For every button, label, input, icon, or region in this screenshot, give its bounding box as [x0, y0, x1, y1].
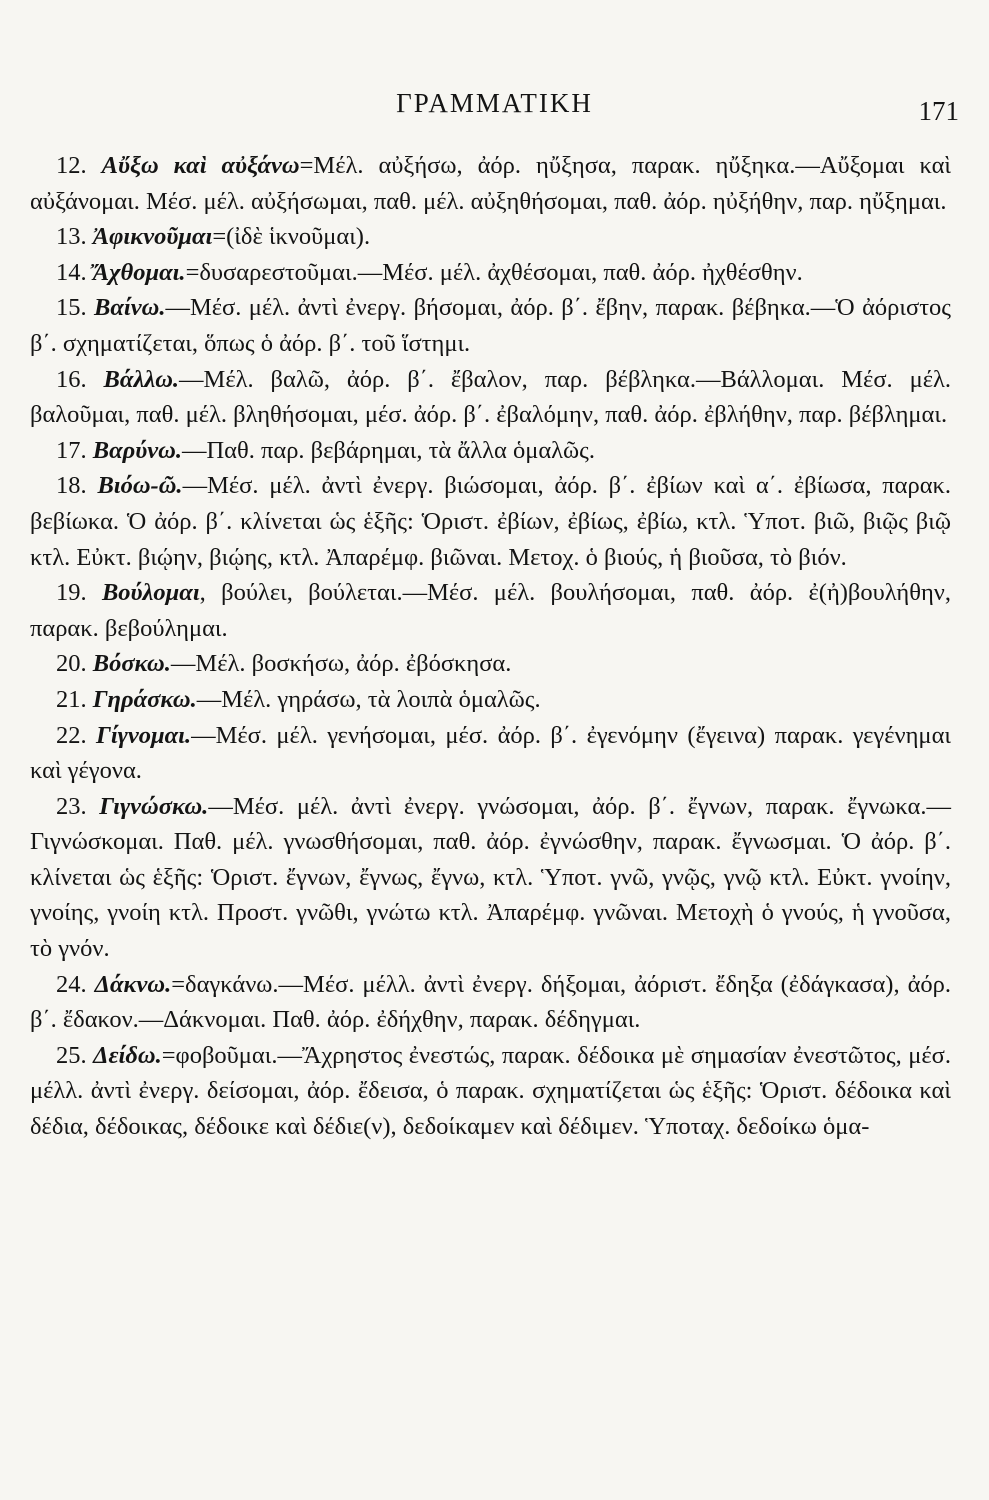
entry-text: =Μέλ. αὐξήσω, ἀόρ. ηὔξησα, παρακ. ηὔξηκα.—Αὔξομαι καὶ αὐξάνομαι. Μέσ. μέλ. αὐξήσωμαι, παθ. μέλ. αὐξηθήσομαι, παθ. ἀόρ. ηὐξήθην, παρ. ηὔξημαι.: [30, 152, 951, 215]
entry-verb: Ἄχθομαι.: [92, 258, 186, 286]
entry-number: 18.: [56, 472, 87, 500]
entry-verb: Βάλλω.: [103, 365, 180, 393]
entry-verb: Γιγνώσκω.: [99, 792, 209, 820]
entry-text: —Μέλ. βοσκήσω, ἀόρ. ἐβόσκησα.: [170, 650, 512, 678]
entry-number: 14.: [56, 258, 87, 286]
verb-entry: [30, 789, 951, 967]
entry-text: —Μέσ. μέλ. γενήσομαι, μέσ. ἀόρ. β΄. ἐγενόμην (ἔγεινα) παρακ. γεγένημαι καὶ γέγονα.: [30, 721, 951, 785]
entry-verb: Βιόω-ῶ.: [97, 472, 183, 500]
entry-text: —Μέσ. μέλ. ἀντὶ ἐνεργ. γνώσομαι, ἀόρ. β΄. ἔγνων, παρακ. ἔγνωκα.—Γιγνώσκομαι. Παθ. μέλ. γνωσθήσομαι, παθ. ἀόρ. ἐγνώσθην, παρακ. ἔγνωσμαι. Ὁ ἀόρ. β΄. κλίνεται ὡς ἑξῆς: Ὁριστ. ἔγνων, ἔγνως, ἔγνω, κτλ. Ὑποτ. γνῶ, γνῷς, γνῷ κτλ. Εὐκτ. γνοίην, γνοίης, γνοίη κτλ. Προστ. γνῶθι, γνώτω κτλ. Ἀπαρέμφ. γνῶναι. Μετοχὴ ὁ γνούς, ἡ γνοῦσα, τὸ γνόν.: [30, 792, 952, 963]
entry-verb: Γηράσκω.: [92, 685, 197, 713]
entry-number: 19.: [56, 579, 87, 607]
entry-number: 23.: [56, 792, 87, 820]
entry-text: =φοβοῦμαι.—Ἄχρηστος ἐνεστώς, παρακ. δέδοικα μὲ σημασίαν ἐνεστῶτος, μέσ. μέλλ. ἀντὶ ἐνεργ. δείσομαι, ἀόρ. ἔδεισα, ὁ παρακ. σχηματίζεται ὡς ἑξῆς: Ὁριστ. δέδοικα καὶ δέδια, δέδοικας, δέδοικε καὶ δέδιε(ν), δεδοίκαμεν καὶ δέδιμεν. Ὑποταχ. δεδοίκω ὁμα-: [30, 1041, 951, 1141]
verb-entry: [30, 575, 951, 646]
entry-number: 12.: [56, 152, 87, 179]
entry-number: 21.: [56, 685, 87, 713]
entry-number: 20.: [56, 650, 87, 678]
entry-verb: Βαίνω.: [94, 294, 166, 322]
entry-text: —Μέσ. μέλ. ἀντὶ ἐνεργ. βιώσομαι, ἀόρ. β΄. ἐβίων καὶ α΄. ἐβίωσα, παρακ. βεβίωκα. Ὁ ἀόρ. β΄. κλίνεται ὡς ἑξῆς: Ὁριστ. ἐβίων, ἐβίως, ἐβίω, κτλ. Ὑποτ. βιῶ, βιῷς βιῷ κτλ. Εὐκτ. βιῴην, βιῴης, κτλ. Ἀπαρέμφ. βιῶναι. Μετοχ. ὁ βιούς, ἡ βιοῦσα, τὸ βιόν.: [30, 472, 952, 571]
page-number: 171: [918, 96, 959, 126]
entry-text: , βούλει, βούλεται.—Μέσ. μέλ. βουλήσομαι, παθ. ἀόρ. ἐ(ἠ)βουλήθην, παρακ. βεβούλημαι.: [30, 579, 951, 642]
entry-text: —Μέλ. βαλῶ, ἀόρ. β΄. ἔβαλον, παρ. βέβληκα.—Βάλλομαι. Μέσ. μέλ. βαλοῦμαι, παθ. μέλ. βληθήσομαι, μέσ. ἀόρ. β΄. ἐβαλόμην, παθ. ἀόρ. ἐβλήθην, παρ. βέβλημαι.: [30, 365, 952, 429]
entry-number: 15.: [56, 294, 87, 322]
verb-entry: [30, 362, 951, 433]
entry-text: —Μέσ. μέλ. ἀντὶ ἐνεργ. βήσομαι, ἀόρ. β΄. ἔβην, παρακ. βέβηκα.—Ὁ ἀόριστος β΄. σχηματίζεται, ὅπως ὁ ἀόρ. β΄. τοῦ ἵστημι.: [30, 294, 951, 357]
entry-text: =(ἰδὲ ἱκνοῦμαι).: [212, 223, 371, 251]
entry-number: 16.: [56, 365, 87, 393]
entry-verb: Αὔξω καὶ αὐξάνω: [101, 152, 300, 179]
entry-verb: Βαρύνω.: [92, 436, 182, 464]
verb-entry: [30, 255, 951, 291]
verb-entry: [30, 219, 951, 255]
verb-entry: [30, 468, 951, 575]
entry-verb: Γίγνομαι.: [96, 721, 192, 749]
entry-verb: Ἀφικνοῦμαι: [92, 223, 213, 251]
entry-verb: Βόσκω.: [92, 650, 171, 678]
verb-entry: [30, 433, 951, 469]
entry-number: 17.: [56, 436, 87, 464]
verb-entry: [30, 682, 951, 718]
running-title: ΓΡΑΜΜΑΤΙΚΗ: [396, 88, 593, 118]
entry-text: =δαγκάνω.—Μέσ. μέλλ. ἀντὶ ἐνεργ. δήξομαι, ἀόριστ. ἔδηξα (ἐδάγκασα), ἀόρ. β΄. ἔδακον.—Δάκνομαι. Παθ. ἀόρ. ἐδήχθην, παρακ. δέδηγμαι.: [30, 970, 952, 1034]
verb-entry: [30, 290, 951, 361]
entry-text: —Παθ. παρ. βεβάρημαι, τὰ ἄλλα ὁμαλῶς.: [181, 436, 596, 464]
verb-entry: [30, 1038, 951, 1145]
entry-number: 22.: [56, 721, 87, 749]
verb-entry: [30, 718, 951, 789]
entry-number: 24.: [56, 970, 87, 998]
entry-verb: Βούλομαι: [101, 579, 200, 607]
verb-entry: [30, 148, 951, 219]
grammar-entries: [30, 148, 951, 1145]
page-header: [0, 88, 989, 128]
entry-number: 13.: [56, 223, 87, 251]
verb-entry: [30, 646, 951, 682]
entry-verb: Δείδω.: [93, 1041, 162, 1069]
entry-text: —Μέλ. γηράσω, τὰ λοιπὰ ὁμαλῶς.: [196, 685, 541, 713]
entry-verb: Δάκνω.: [94, 970, 172, 998]
entry-number: 25.: [56, 1041, 87, 1069]
entry-text: =δυσαρεστοῦμαι.—Μέσ. μέλ. ἀχθέσομαι, παθ. ἀόρ. ἠχθέσθην.: [185, 258, 803, 286]
verb-entry: [30, 967, 951, 1038]
